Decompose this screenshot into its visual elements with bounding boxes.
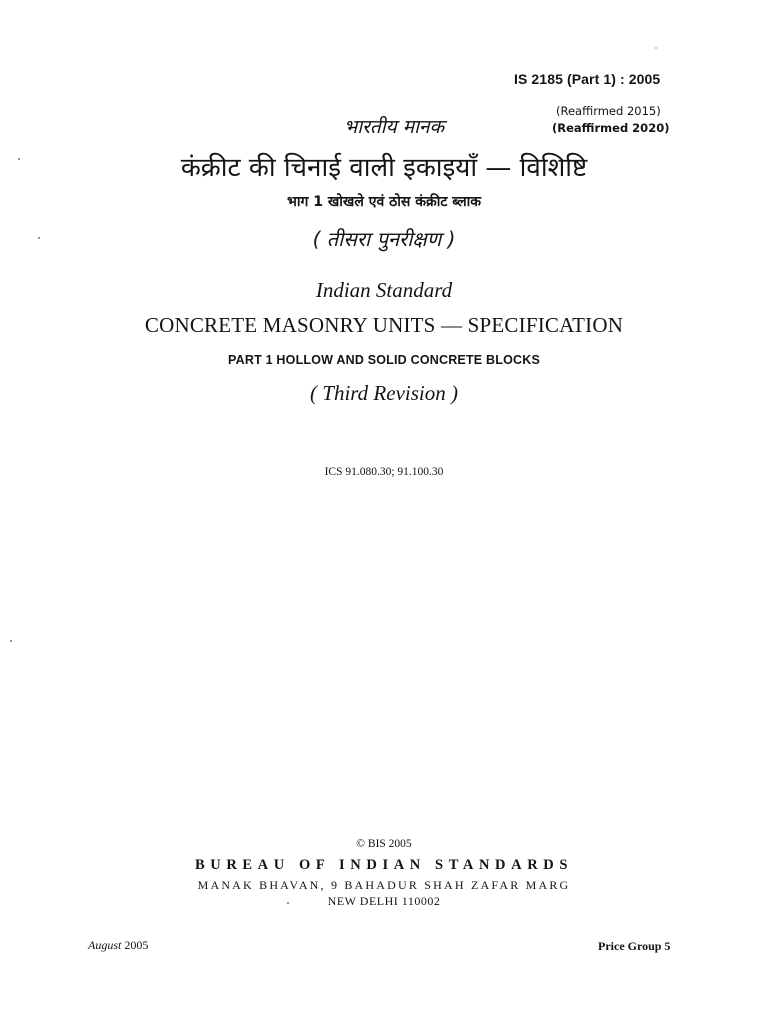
hindi-part-title: भाग 1 खोखले एवं ठोस कंक्रीट ब्लाक [286, 194, 482, 210]
copyright-notice: © BIS 2005 [356, 838, 412, 850]
price-group: Price Group 5 [598, 939, 671, 953]
issue-year: 2005 [124, 938, 149, 952]
hindi-title: कंक्रीट की चिनाई वाली इकाइयाँ — विशिष्टि [180, 153, 588, 183]
reaffirmed-note-first: (Reaffirmed 2015) [556, 104, 661, 118]
publisher-address: MANAK BHAVAN, 9 BAHADUR SHAH ZAFAR MARG [197, 878, 571, 892]
scan-speck [287, 902, 289, 904]
english-part-title: PART 1 HOLLOW AND SOLID CONCRETE BLOCKS [228, 353, 540, 367]
scan-speck [38, 237, 40, 239]
hindi-standard-label: भारतीय मानक [343, 116, 445, 138]
scan-speck [18, 158, 20, 160]
scan-speck [655, 47, 657, 49]
reaffirmed-note-second: (Reaffirmed 2020) [552, 121, 670, 135]
english-standard-label: Indian Standard [315, 278, 453, 302]
scan-speck [10, 640, 12, 642]
publisher-city: NEW DELHI 110002 [327, 894, 441, 908]
issue-date [88, 938, 148, 953]
standard-number: IS 2185 (Part 1) : 2005 [514, 71, 661, 87]
english-title: CONCRETE MASONRY UNITS — SPECIFICATION [144, 313, 624, 337]
english-revision: ( Third Revision ) [310, 381, 458, 405]
publisher-name: BUREAU OF INDIAN STANDARDS [194, 857, 574, 873]
hindi-revision: ( तीसरा पुनरीक्षण ) [312, 227, 456, 251]
issue-month: August [88, 938, 122, 952]
ics-code: ICS 91.080.30; 91.100.30 [324, 466, 444, 478]
